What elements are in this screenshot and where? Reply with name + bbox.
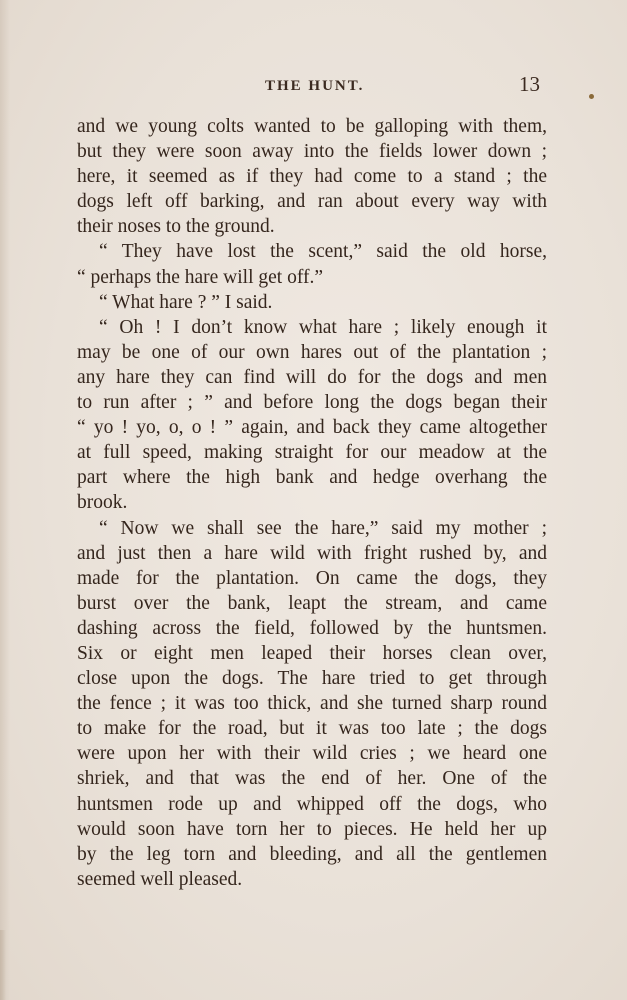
text-line: may be one of our own hares out of the plantation ; — [77, 341, 547, 363]
body-text — [77, 114, 547, 892]
text-line: the fence ; it was too thick, and she turned sharp round — [77, 693, 547, 715]
text-line: Six or eight men leaped their horses clean over, — [77, 642, 547, 664]
text-line: close upon the dogs. The hare tried to get through — [77, 668, 547, 690]
text-line: to run after ; ” and before long the dogs began their — [77, 392, 547, 414]
text-line: “ What hare ? ” I said. — [99, 291, 273, 313]
page-gutter-shadow — [0, 0, 10, 1000]
text-line: “ They have lost the scent,” said the old horse, — [99, 241, 547, 263]
page-number: 13 — [519, 72, 540, 96]
text-line: by the leg torn and bleeding, and all the gentlemen — [77, 843, 547, 865]
ink-speck — [589, 94, 594, 99]
running-title: THE HUNT. — [265, 78, 365, 94]
text-line: to make for the road, but it was too late ; the dogs — [77, 718, 547, 740]
text-line: at full speed, making straight for our meadow at the — [77, 442, 547, 464]
text-line: “ perhaps the hare will get off.” — [77, 266, 323, 288]
text-line: any hare they can find will do for the dogs and men — [77, 366, 547, 388]
text-line: part where the high bank and hedge overhang the — [77, 467, 547, 489]
text-line: seemed well pleased. — [77, 868, 243, 890]
text-line: dashing across the field, followed by the huntsmen. — [77, 617, 547, 639]
text-line: dogs left off barking, and ran about every way with — [77, 191, 547, 213]
text-line: made for the plantation. On came the dogs, they — [77, 567, 547, 589]
text-line: were upon her with their wild cries ; we heard one — [77, 743, 547, 765]
text-line: here, it seemed as if they had come to a stand ; the — [77, 166, 547, 188]
text-line: but they were soon away into the fields lower down ; — [77, 141, 547, 163]
text-line: would soon have torn her to pieces. He held her up — [77, 818, 547, 840]
text-line: burst over the bank, leapt the stream, and came — [77, 592, 547, 614]
text-line: “ Oh ! I don’t know what hare ; likely enough it — [99, 316, 547, 338]
text-line: huntsmen rode up and whipped off the dogs, who — [77, 793, 547, 815]
text-line: and we young colts wanted to be galloping with them, — [77, 116, 547, 137]
page-edge-wear — [0, 930, 6, 1000]
text-line: and just then a hare wild with fright rushed by, and — [77, 542, 547, 564]
text-line: shriek, and that was the end of her. One of the — [77, 768, 547, 790]
text-line: “ yo ! yo, o, o ! ” again, and back they came altogether — [77, 417, 547, 439]
text-line: “ Now we shall see the hare,” said my mother ; — [99, 517, 547, 539]
text-line: their noses to the ground. — [77, 216, 275, 238]
text-line: brook. — [77, 492, 128, 514]
